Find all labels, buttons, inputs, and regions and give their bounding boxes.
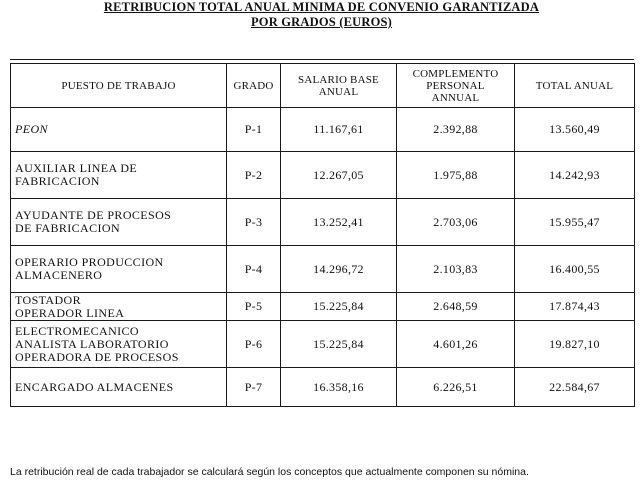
puesto-line: OPERADOR LINEA: [15, 305, 125, 320]
cell-puesto: [11, 199, 227, 246]
footer-note: La retribución real de cada trabajador se calculará según los conceptos que actualmente componen su nómina.: [10, 466, 529, 478]
table-row: [11, 368, 635, 407]
cell-grado: P-5: [227, 293, 281, 321]
cell-salario: 16.358,16: [281, 368, 397, 407]
table-top-rule: [10, 59, 634, 60]
puesto-line: AUXILIAR LINEA DE: [15, 161, 138, 175]
cell-complemento: 2.103,83: [397, 246, 515, 293]
header-complemento-line3: ANNUAL: [431, 91, 480, 104]
cell-grado: P-1: [227, 108, 281, 152]
header-complemento-line2: PERSONAL: [426, 79, 485, 92]
cell-total: 16.400,55: [515, 246, 635, 293]
table-row: [11, 108, 635, 152]
cell-puesto: [11, 246, 227, 293]
cell-total: 19.827,10: [515, 321, 635, 368]
document-title: RETRIBUCION TOTAL ANUAL MINIMA DE CONVENIO GARANTIZADA: [103, 0, 540, 14]
header-total: TOTAL ANUAL: [515, 64, 635, 108]
cell-complemento: 6.226,51: [397, 368, 515, 407]
puesto-line: TOSTADOR: [15, 292, 82, 307]
cell-total: 22.584,67: [515, 368, 635, 407]
header-complemento: [397, 64, 515, 108]
puesto-line: ANALISTA LABORATORIO: [15, 336, 169, 351]
puesto-line: AYUDANTE DE PROCESOS: [15, 208, 172, 222]
cell-puesto: [11, 293, 227, 321]
cell-salario: 15.225,84: [281, 293, 397, 321]
cell-salario: 13.252,41: [281, 199, 397, 246]
cell-puesto: [11, 152, 227, 199]
header-salario-line2: ANUAL: [318, 85, 359, 98]
cell-grado: P-7: [227, 368, 281, 407]
cell-complemento: 2.703,06: [397, 199, 515, 246]
cell-complemento: 2.392,88: [397, 108, 515, 152]
cell-complemento: 1.975,88: [397, 152, 515, 199]
cell-salario: 11.167,61: [281, 108, 397, 152]
cell-grado: P-3: [227, 199, 281, 246]
header-complemento-line1: COMPLEMENTO: [412, 67, 499, 80]
header-salario: [281, 64, 397, 108]
table-header-row: [11, 64, 635, 108]
cell-salario: 12.267,05: [281, 152, 397, 199]
cell-total: 14.242,93: [515, 152, 635, 199]
document-subtitle: POR GRADOS (EUROS): [250, 15, 393, 29]
puesto-line: OPERADORA DE PROCESOS: [15, 349, 179, 364]
puesto-line: ELECTROMECANICO: [15, 323, 139, 338]
cell-grado: P-4: [227, 246, 281, 293]
puesto-line: OPERARIO PRODUCCION: [15, 255, 164, 269]
cell-grado: P-2: [227, 152, 281, 199]
puesto-line: DE FABRICACION: [15, 221, 121, 235]
cell-complemento: 2.648,59: [397, 293, 515, 321]
cell-complemento: 4.601,26: [397, 321, 515, 368]
table-row: [11, 293, 635, 321]
puesto-line: ENCARGADO ALMACENES: [15, 379, 174, 394]
cell-salario: 14.296,72: [281, 246, 397, 293]
table-row: [11, 199, 635, 246]
puesto-line: PEON: [15, 122, 48, 136]
cell-puesto: [11, 368, 227, 407]
header-salario-line1: SALARIO BASE: [298, 73, 379, 86]
cell-puesto: [11, 108, 227, 152]
puesto-line: ALMACENERO: [15, 268, 103, 282]
cell-total: 15.955,47: [515, 199, 635, 246]
puesto-line: FABRICACION: [15, 174, 100, 188]
header-puesto: PUESTO DE TRABAJO: [11, 64, 227, 108]
cell-total: 17.874,43: [515, 293, 635, 321]
cell-grado: P-6: [227, 321, 281, 368]
cell-total: 13.560,49: [515, 108, 635, 152]
table-row: [11, 246, 635, 293]
salary-table: [10, 63, 635, 407]
cell-salario: 15.225,84: [281, 321, 397, 368]
header-grado: GRADO: [227, 64, 281, 108]
cell-puesto: [11, 321, 227, 368]
table-row: [11, 321, 635, 368]
table-row: [11, 152, 635, 199]
